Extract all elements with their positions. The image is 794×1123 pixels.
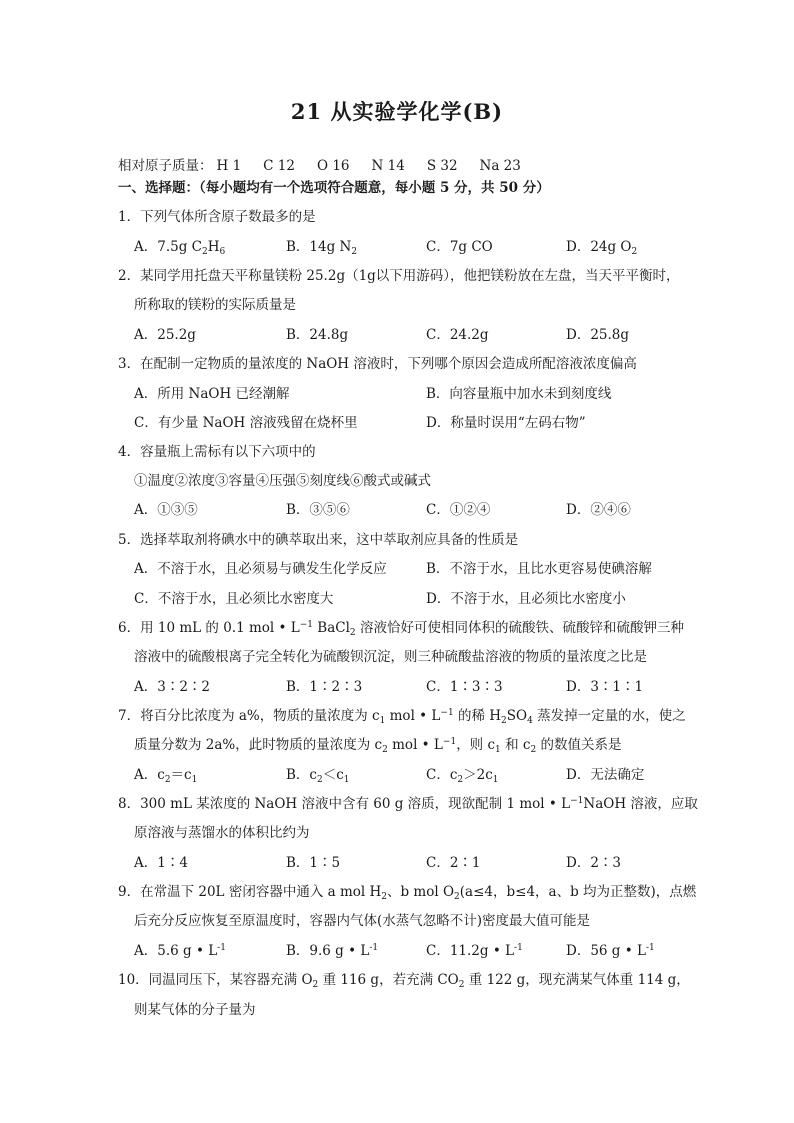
question-8-option-d: D．2∶3 bbox=[566, 855, 622, 871]
question-3-option-d: D．称量时误用“左码右物” bbox=[426, 415, 586, 431]
question-4-stem: 4．容量瓶上需标有以下六项中的 bbox=[118, 444, 316, 460]
question-9-stem-line-2: 后充分反应恢复至原温度时，容器内气体(水蒸气忽略不计)密度最大值可能是 bbox=[134, 913, 591, 929]
question-2-option-a: A．25.2g bbox=[134, 327, 196, 343]
question-1-option-c: C．7g CO bbox=[426, 239, 493, 255]
question-1-option-d: D．24g $O_2$ bbox=[566, 239, 638, 257]
question-7-option-a: A．$c_2=c_1$ bbox=[134, 767, 198, 785]
question-6-stem-line-2: 溶液中的硫酸根离子完全转化为硫酸钡沉淀，则三种硫酸盐溶液的物质的量浓度之比是 bbox=[134, 649, 647, 665]
question-9-option-c: C．11.2g • $L^{-1}$ bbox=[426, 943, 523, 959]
section-heading: 一、选择题：（每小题均有一个选项符合题意，每小题 5 分，共 50 分） bbox=[118, 180, 550, 196]
question-8-stem-line-2: 原溶液与蒸馏水的体积比约为 bbox=[134, 825, 310, 841]
question-3-option-b: B．向容量瓶中加水未到刻度线 bbox=[426, 386, 612, 402]
question-9-option-a: A．5.6 g • $L^{-1}$ bbox=[134, 943, 226, 959]
question-5-option-a: A．不溶于水，且必须易与碘发生化学反应 bbox=[134, 561, 387, 577]
question-6-option-c: C．1∶3∶3 bbox=[426, 679, 503, 695]
question-4-option-d: D．②④⑥ bbox=[566, 502, 631, 518]
question-7-stem-line-1: 7．将百分比浓度为 a%，物质的量浓度为 $c_1$ mol • $L^{-1}$ 的稀 $H_2SO_4$ 蒸发掉一定量的水，使之 bbox=[118, 708, 686, 726]
page-title: 21 从实验学化学(B) bbox=[290, 99, 504, 124]
question-8-option-a: A．1∶4 bbox=[134, 855, 188, 871]
atomic-mass-c: C 12 bbox=[263, 158, 295, 174]
question-4-option-b: B．③⑤⑥ bbox=[286, 502, 350, 518]
question-9-option-d: D．56 g • $L^{-1}$ bbox=[566, 943, 655, 959]
atomic-mass-s: S 32 bbox=[426, 158, 458, 174]
question-5-option-b: B．不溶于水，且比水更容易使碘溶解 bbox=[426, 561, 652, 577]
question-2-stem-line-2: 所称取的镁粉的实际质量是 bbox=[134, 297, 296, 313]
atomic-mass-n: N 14 bbox=[371, 158, 405, 174]
question-2-stem-line-1: 2．某同学用托盘天平称量镁粉 25.2g（1g以下用游码），他把镁粉放在左盘，当天平平衡时， bbox=[118, 268, 680, 284]
atomic-mass-label: 相对原子质量： bbox=[118, 158, 213, 174]
question-3-stem: 3．在配制一定物质的量浓度的 NaOH 溶液时，下列哪个原因会造成所配溶液浓度偏高 bbox=[118, 356, 637, 372]
question-2-option-c: C．24.2g bbox=[426, 327, 489, 343]
question-8-option-c: C．2∶1 bbox=[426, 855, 481, 871]
question-6-option-d: D．3∶1∶1 bbox=[566, 679, 644, 695]
atomic-mass-o: O 16 bbox=[316, 158, 350, 174]
question-8-stem-line-1: 8．300 mL 某浓度的 NaOH 溶液中含有 60 g 溶质，现欲配制 1 mol • $L^{-1}NaOH$ 溶液，应取 bbox=[118, 796, 698, 812]
question-10-stem-line-2: 则某气体的分子量为 bbox=[134, 1002, 256, 1018]
question-7-option-d: D．无法确定 bbox=[566, 767, 645, 783]
question-7-stem-line-2: 质量分数为 2a%，此时物质的量浓度为 $c_2$ mol • $L^{-1}$，则 $c_1$ 和 $c_2$ 的数值关系是 bbox=[134, 737, 622, 755]
question-7-option-c: C．$c_2>2c_1$ bbox=[426, 767, 499, 785]
question-6-stem-line-1: 6．用 10 mL 的 0.1 mol • $L^{-1}$ BaCl$_2$ 溶液恰好可使相同体积的硫酸铁、硫酸锌和硫酸钾三种 bbox=[118, 620, 684, 638]
question-3-option-a: A．所用 NaOH 已经潮解 bbox=[134, 386, 290, 402]
question-5-option-d: D．不溶于水，且必须比水密度小 bbox=[426, 591, 626, 607]
atomic-mass-na: Na 23 bbox=[479, 158, 521, 174]
question-10-stem-line-1: 10．同温同压下，某容器充满 $O_2$ 重 116 g，若充满 $CO_2$ 重 122 g，现充满某气体重 114 g， bbox=[118, 972, 690, 990]
question-1-option-a: A．7.5g $C_2H_6$ bbox=[134, 239, 226, 257]
question-4-option-c: C．①②④ bbox=[426, 502, 491, 518]
question-5-stem: 5．选择萃取剂将碘水中的碘萃取出来，这中萃取剂应具备的性质是 bbox=[118, 532, 519, 548]
question-2-option-b: B．24.8g bbox=[286, 327, 349, 343]
atomic-mass-h: H 1 bbox=[216, 158, 242, 174]
question-1-stem: 1．下列气体所含原子数最多的是 bbox=[118, 209, 316, 225]
atomic-mass-line bbox=[118, 157, 543, 175]
question-4-list: ①温度②浓度③容量④压强⑤刻度线⑥酸式或碱式 bbox=[134, 473, 431, 489]
question-9-stem-line-1: 9．在常温下 20L 密闭容器中通入 a mol $H_2$、b mol $O_2(a\le 4$，b≤4，a、b 均为正整数)，点燃 bbox=[118, 884, 697, 902]
question-5-option-c: C．不溶于水，且必须比水密度大 bbox=[134, 591, 334, 607]
question-7-option-b: B．$c_2<c_1$ bbox=[286, 767, 350, 785]
question-2-option-d: D．25.8g bbox=[566, 327, 630, 343]
question-4-option-a: A．①③⑤ bbox=[134, 502, 198, 518]
question-6-option-a: A．3∶2∶2 bbox=[134, 679, 211, 695]
question-9-option-b: B．9.6 g • $L^{-1}$ bbox=[286, 943, 379, 959]
question-1-option-b: B．14g $N_2$ bbox=[286, 239, 358, 257]
question-3-option-c: C．有少量 NaOH 溶液残留在烧杯里 bbox=[134, 415, 358, 431]
question-6-option-b: B．1∶2∶3 bbox=[286, 679, 363, 695]
question-8-option-b: B．1∶5 bbox=[286, 855, 341, 871]
